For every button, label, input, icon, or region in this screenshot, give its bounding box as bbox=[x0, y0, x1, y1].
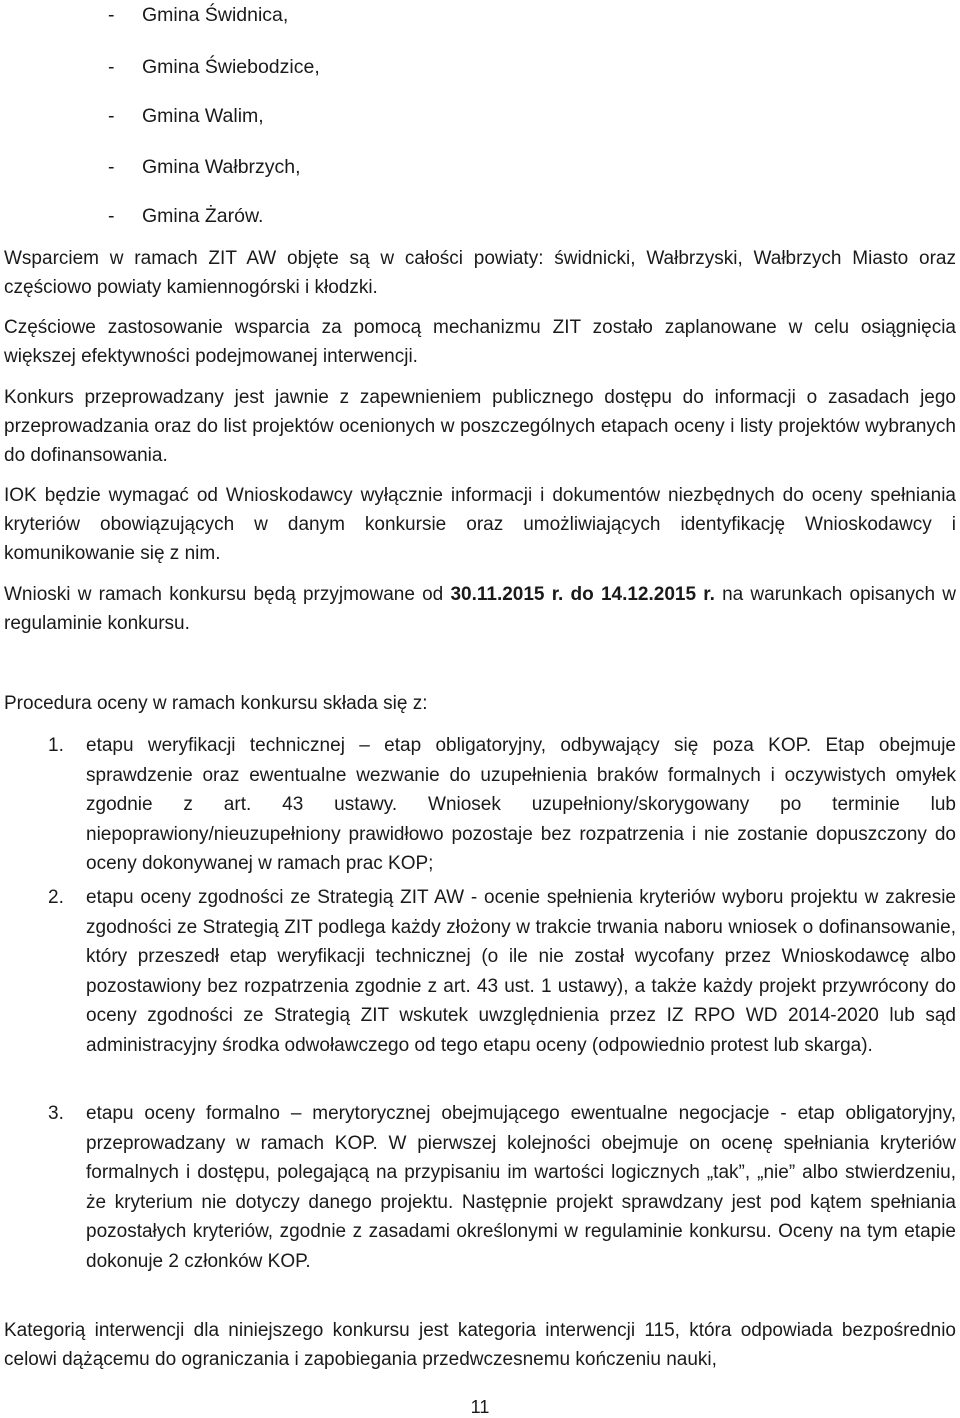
paragraph-czesciowe: Częściowe zastosowanie wsparcia za pomocą mechanizmu ZIT zostało zaplanowane w celu osiągnięcia większej efektywności podejmowanej interwencji. bbox=[4, 317, 956, 367]
list-item bbox=[108, 201, 263, 231]
list-item-text: Gmina Wałbrzych, bbox=[142, 156, 301, 178]
list-item bbox=[108, 152, 301, 182]
dash-bullet: - bbox=[108, 156, 115, 178]
list-item-text: Gmina Walim, bbox=[142, 105, 264, 127]
list-item bbox=[108, 0, 288, 30]
date-from: 30.11.2015 r. bbox=[450, 584, 564, 605]
dash-bullet: - bbox=[108, 56, 115, 78]
list-item bbox=[108, 52, 320, 82]
list-item-text: Gmina Żarów. bbox=[142, 205, 264, 227]
page-number: 11 bbox=[470, 1397, 490, 1417]
list-item-number: 3. bbox=[48, 1103, 64, 1124]
list-item bbox=[108, 101, 264, 131]
procedura-heading: Procedura oceny w ramach konkursu składa się z: bbox=[4, 693, 428, 714]
date-to: 14.12.2015 r. bbox=[600, 584, 715, 605]
list-item-text: Gmina Świdnica, bbox=[142, 4, 289, 26]
dash-bullet: - bbox=[108, 4, 115, 26]
paragraph-kategoria: Kategorią interwencji dla niniejszego konkursu jest kategoria interwencji 115, która odpowiada bezpośrednio celowi dążącemu do ograniczania i zapobiegania przedwczesnemu kończeniu nauki, bbox=[4, 1320, 956, 1370]
dash-bullet: - bbox=[108, 205, 115, 227]
paragraph-wnioski bbox=[4, 580, 956, 638]
list-item-number: 2. bbox=[48, 887, 64, 908]
list-item-text: etapu oceny formalno – merytorycznej obejmującego ewentualne negocjacje - etap obligatoryjny, przeprowadzany w ramach KOP. W pierwszej kolejności obejmuje on ocenę spełniania kryteriów formalnych i dostępu, polegającą na przypisaniu im wartości logicznych „tak”, „nie” albo stwierdzeniu, że kryterium nie dotyczy danego projektu. Następnie projekt sprawdzany jest pod kątem spełniania pozostałych kryteriów, zgodnie z zasadami określonymi w regulaminie konkursu. Oceny na tym etapie dokonuje 2 członków KOP. bbox=[86, 1103, 956, 1272]
paragraph-wsparciem: Wsparciem w ramach ZIT AW objęte są w całości powiaty: świdnicki, Wałbrzyski, Wałbrzych Miasto oraz częściowo powiaty kamiennogórski i kłodzki. bbox=[4, 248, 956, 298]
wnioski-text-before: Wnioski w ramach konkursu będą przyjmowane od bbox=[4, 584, 451, 605]
list-item-text: etapu oceny zgodności ze Strategią ZIT AW - ocenie spełnienia kryteriów wyboru projektu w zakresie zgodności ze Strategią ZIT podlega każdy złożony w trakcie trwania naboru wniosek o dofinansowanie, który przeszedł etap weryfikacji technicznej (o ile nie został wycofany przez Wnioskodawcę albo pozostawiony bez rozpatrzenia zgodnie z art. 43 ust. 1 ustawy), a także każdy projekt przywrócony do oceny zgodności ze Strategią ZIT wskutek uwzględnienia przez IZ RPO WD 2014-2020 lub sąd administracyjny środka odwoławczego od tego etapu oceny (odpowiednio protest lub skarga). bbox=[86, 887, 956, 1056]
list-item-number: 1. bbox=[48, 735, 64, 756]
wnioski-text-after: na warunkach opisanych w regulaminie konkursu. bbox=[4, 584, 956, 634]
dash-bullet: - bbox=[108, 105, 115, 127]
list-item-text: etapu weryfikacji technicznej – etap obligatoryjny, odbywający się poza KOP. Etap obejmuje sprawdzenie oraz ewentualne wezwanie do uzupełnienia braków formalnych i oczywistych omyłek zgodnie z art. 43 ustawy. Wniosek uzupełniony/skorygowany po terminie lub niepoprawiony/nieuzupełniony prawidłowo pozostaje bez rozpatrzenia i nie zostanie dopuszczony do oceny dokonywanej w ramach prac KOP; bbox=[86, 735, 956, 874]
paragraph-iok: IOK będzie wymagać od Wnioskodawcy wyłącznie informacji i dokumentów niezbędnych do oceny spełniania kryteriów obowiązujących w danym konkursie oraz umożliwiających identyfikację Wnioskodawcy i komunikowanie się z nim. bbox=[4, 485, 956, 564]
list-item-text: Gmina Świebodzice, bbox=[142, 56, 320, 78]
date-separator: do bbox=[563, 584, 601, 605]
paragraph-konkurs: Konkurs przeprowadzany jest jawnie z zapewnieniem publicznego dostępu do informacji o zasadach jego przeprowadzania oraz do list projektów ocenionych w poszczególnych etapach oceny i listy projektów wybranych do dofinansowania. bbox=[4, 387, 956, 466]
